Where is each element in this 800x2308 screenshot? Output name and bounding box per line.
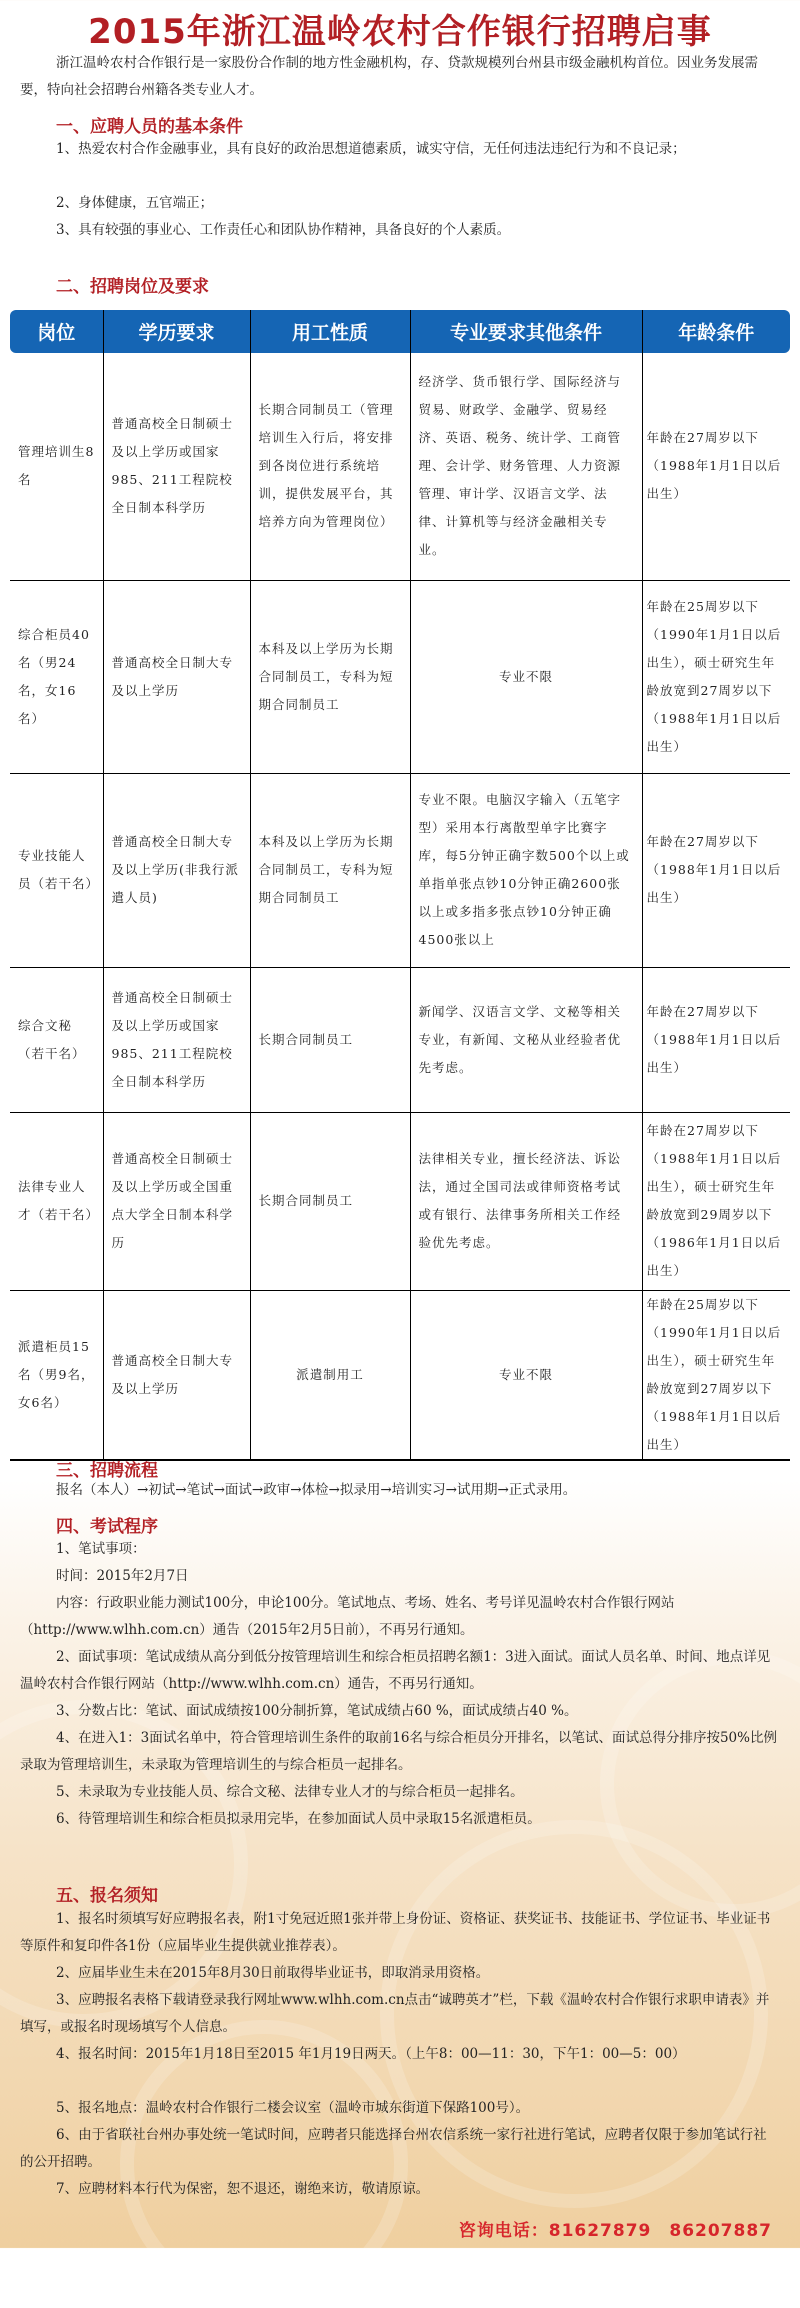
column-header: 专业要求其他条件 — [410, 310, 642, 353]
section4-item: 1、笔试事项： — [56, 1541, 146, 1557]
section5-item: 1、报名时须填写好应聘报名表，附1寸免冠近照1张并带上身份证、资格证、获奖证书、技能证书、学位证书、毕业证书等原件和复印件各1份（应届毕业生提供就业推荐表）。 — [20, 1911, 771, 1954]
major-cell: 专业不限。电脑汉字输入（五笔字型）采用本行离散型单字比赛字库，每5分钟正确字数500个以上或单指单张点钞10分钟正确2600张以上或多指多张点钞10分钟正确4500张以上 — [410, 773, 642, 967]
section1-item: 2、身体健康，五官端正； — [56, 195, 214, 211]
employment-cell: 派遣制用工 — [250, 1290, 410, 1460]
table-row — [10, 353, 790, 580]
employment-cell: 本科及以上学历为长期合同制员工，专科为短期合同制员工 — [250, 773, 410, 967]
column-header: 学历要求 — [103, 310, 250, 353]
major-cell: 专业不限 — [410, 1290, 642, 1460]
major-cell: 新闻学、汉语言文学、文秘等相关专业，有新闻、文秘从业经验者优先考虑。 — [410, 967, 642, 1112]
table-header-row — [10, 310, 790, 353]
education-cell: 普通高校全日制硕士及以上学历或国家985、211工程院校全日制本科学历 — [103, 967, 250, 1112]
column-header: 用工性质 — [250, 310, 410, 353]
table-row — [10, 1290, 790, 1460]
age-cell: 年龄在27周岁以下（1988年1月1日以后出生） — [642, 967, 790, 1112]
age-cell: 年龄在27周岁以下（1988年1月1日以后出生），硕士研究生年龄放宽到29周岁以下（1986年1月1日以后出生） — [642, 1112, 790, 1290]
employment-cell: 长期合同制员工（管理培训生入行后，将安排到各岗位进行系统培训，提供发展平台，其培养方向为管理岗位） — [250, 353, 410, 580]
section3-heading: 三、招聘流程 — [56, 1461, 158, 1481]
position-cell: 派遣柜员15名（男9名，女6名） — [10, 1290, 103, 1460]
table-row — [10, 580, 790, 773]
age-cell: 年龄在27周岁以下（1988年1月1日以后出生） — [642, 773, 790, 967]
section4-heading: 四、考试程序 — [56, 1517, 158, 1537]
age-cell: 年龄在25周岁以下（1990年1月1日以后出生），硕士研究生年龄放宽到27周岁以下（1988年1月1日以后出生） — [642, 1290, 790, 1460]
education-cell: 普通高校全日制硕士及以上学历或全国重点大学全日制本科学历 — [103, 1112, 250, 1290]
positions-table — [10, 310, 790, 1461]
process-flow: 报名（本人）→初试→笔试→面试→政审→体检→拟录用→培训实习→试用期→正式录用。 — [56, 1482, 577, 1498]
education-cell: 普通高校全日制大专及以上学历 — [103, 580, 250, 773]
section4-item: 5、未录取为专业技能人员、综合文秘、法律专业人才的与综合柜员一起排名。 — [56, 1784, 524, 1800]
position-cell: 综合柜员40名（男24名，女16名） — [10, 580, 103, 773]
age-cell: 年龄在25周岁以下（1990年1月1日以后出生），硕士研究生年龄放宽到27周岁以下（1988年1月1日以后出生） — [642, 580, 790, 773]
age-cell: 年龄在27周岁以下（1988年1月1日以后出生） — [642, 353, 790, 580]
section2-heading: 二、招聘岗位及要求 — [56, 277, 209, 297]
section5-item: 7、应聘材料本行代为保密，恕不退还，谢绝来访，敬请原谅。 — [56, 2181, 430, 2197]
section5-item: 6、由于省联社台州办事处统一笔试时间，应聘者只能选择台州农信系统一家行社进行笔试，应聘者仅限于参加笔试行社的公开招聘。 — [20, 2127, 767, 2170]
employment-cell: 长期合同制员工 — [250, 967, 410, 1112]
section1-heading: 一、应聘人员的基本条件 — [56, 117, 243, 137]
section5-heading: 五、报名须知 — [56, 1886, 158, 1906]
section1-item: 1、热爱农村合作金融事业，具有良好的政治思想道德素质，诚实守信，无任何违法违纪行为和不良记录； — [56, 141, 686, 157]
section4-item: 3、分数占比：笔试、面试成绩按100分制折算，笔试成绩占60 %，面试成绩占40 %。 — [56, 1703, 578, 1719]
intro-paragraph: 浙江温岭农村合作银行是一家股份合作制的地方性金融机构，存、贷款规模列台州县市级金融机构首位。因业务发展需要，特向社会招聘台州籍各类专业人才。 — [20, 55, 758, 98]
major-cell: 专业不限 — [410, 580, 642, 773]
position-cell: 管理培训生8名 — [10, 353, 103, 580]
table-row — [10, 967, 790, 1112]
section5-item: 3、应聘报名表格下载请登录我行网址www.wlhh.com.cn点击“诚聘英才”栏，下载《温岭农村合作银行求职申请表》并填写，或报名时现场填写个人信息。 — [20, 1992, 770, 2035]
section4-item: 4、在进入1：3面试名单中，符合管理培训生条件的取前16名与综合柜员分开排名，以笔试、面试总得分排序按50%比例录取为管理培训生，未录取为管理培训生的与综合柜员一起排名。 — [20, 1730, 777, 1773]
position-cell: 法律专业人才（若干名） — [10, 1112, 103, 1290]
section5-item: 5、报名地点：温岭农村合作银行二楼会议室（温岭市城东街道下保路100号）。 — [56, 2100, 530, 2116]
section4-item: 时间：2015年2月7日 — [56, 1568, 189, 1584]
major-cell: 经济学、货币银行学、国际经济与贸易、财政学、金融学、贸易经济、英语、税务、统计学、工商管理、会计学、财务管理、人力资源管理、审计学、汉语言文学、法律、计算机等与经济金融相关专业。 — [410, 353, 642, 580]
major-cell: 法律相关专业，擅长经济法、诉讼法，通过全国司法或律师资格考试或有银行、法律事务所相关工作经验优先考虑。 — [410, 1112, 642, 1290]
employment-cell: 长期合同制员工 — [250, 1112, 410, 1290]
page-title: 2015年浙江温岭农村合作银行招聘启事 — [88, 12, 712, 52]
column-header: 年龄条件 — [642, 310, 790, 353]
table-row — [10, 1112, 790, 1290]
position-cell: 综合文秘（若干名） — [10, 967, 103, 1112]
column-header: 岗位 — [10, 310, 103, 353]
employment-cell: 本科及以上学历为长期合同制员工，专科为短期合同制员工 — [250, 580, 410, 773]
contact-phone: 咨询电话：81627879 86207887 — [458, 2221, 772, 2241]
section4-item: 2、面试事项：笔试成绩从高分到低分按管理培训生和综合柜员招聘名额1：3进入面试。面试人员名单、时间、地点详见温岭农村合作银行网站（http://www.wlhh.com.cn）通告，不再另行通知。 — [20, 1649, 771, 1692]
education-cell: 普通高校全日制硕士及以上学历或国家985、211工程院校全日制本科学历 — [103, 353, 250, 580]
section5-item: 2、应届毕业生未在2015年8月30日前取得毕业证书，即取消录用资格。 — [56, 1965, 490, 1981]
table-row — [10, 773, 790, 967]
education-cell: 普通高校全日制大专及以上学历(非我行派遣人员) — [103, 773, 250, 967]
position-cell: 专业技能人员（若干名） — [10, 773, 103, 967]
section4-item: 内容：行政职业能力测试100分，申论100分。笔试地点、考场、姓名、考号详见温岭农村合作银行网站（http://www.wlhh.com.cn）通告（2015年2月5日前），不再另行通知。 — [20, 1595, 675, 1638]
section5-item: 4、报名时间：2015年1月18日至2015 年1月19日两天。（上午8：00—11：30，下午1：00—5：00） — [56, 2046, 686, 2062]
education-cell: 普通高校全日制大专及以上学历 — [103, 1290, 250, 1460]
section4-item: 6、待管理培训生和综合柜员拟录用完毕，在参加面试人员中录取15名派遣柜员。 — [56, 1811, 541, 1827]
section1-item: 3、具有较强的事业心、工作责任心和团队协作精神，具备良好的个人素质。 — [56, 222, 511, 238]
